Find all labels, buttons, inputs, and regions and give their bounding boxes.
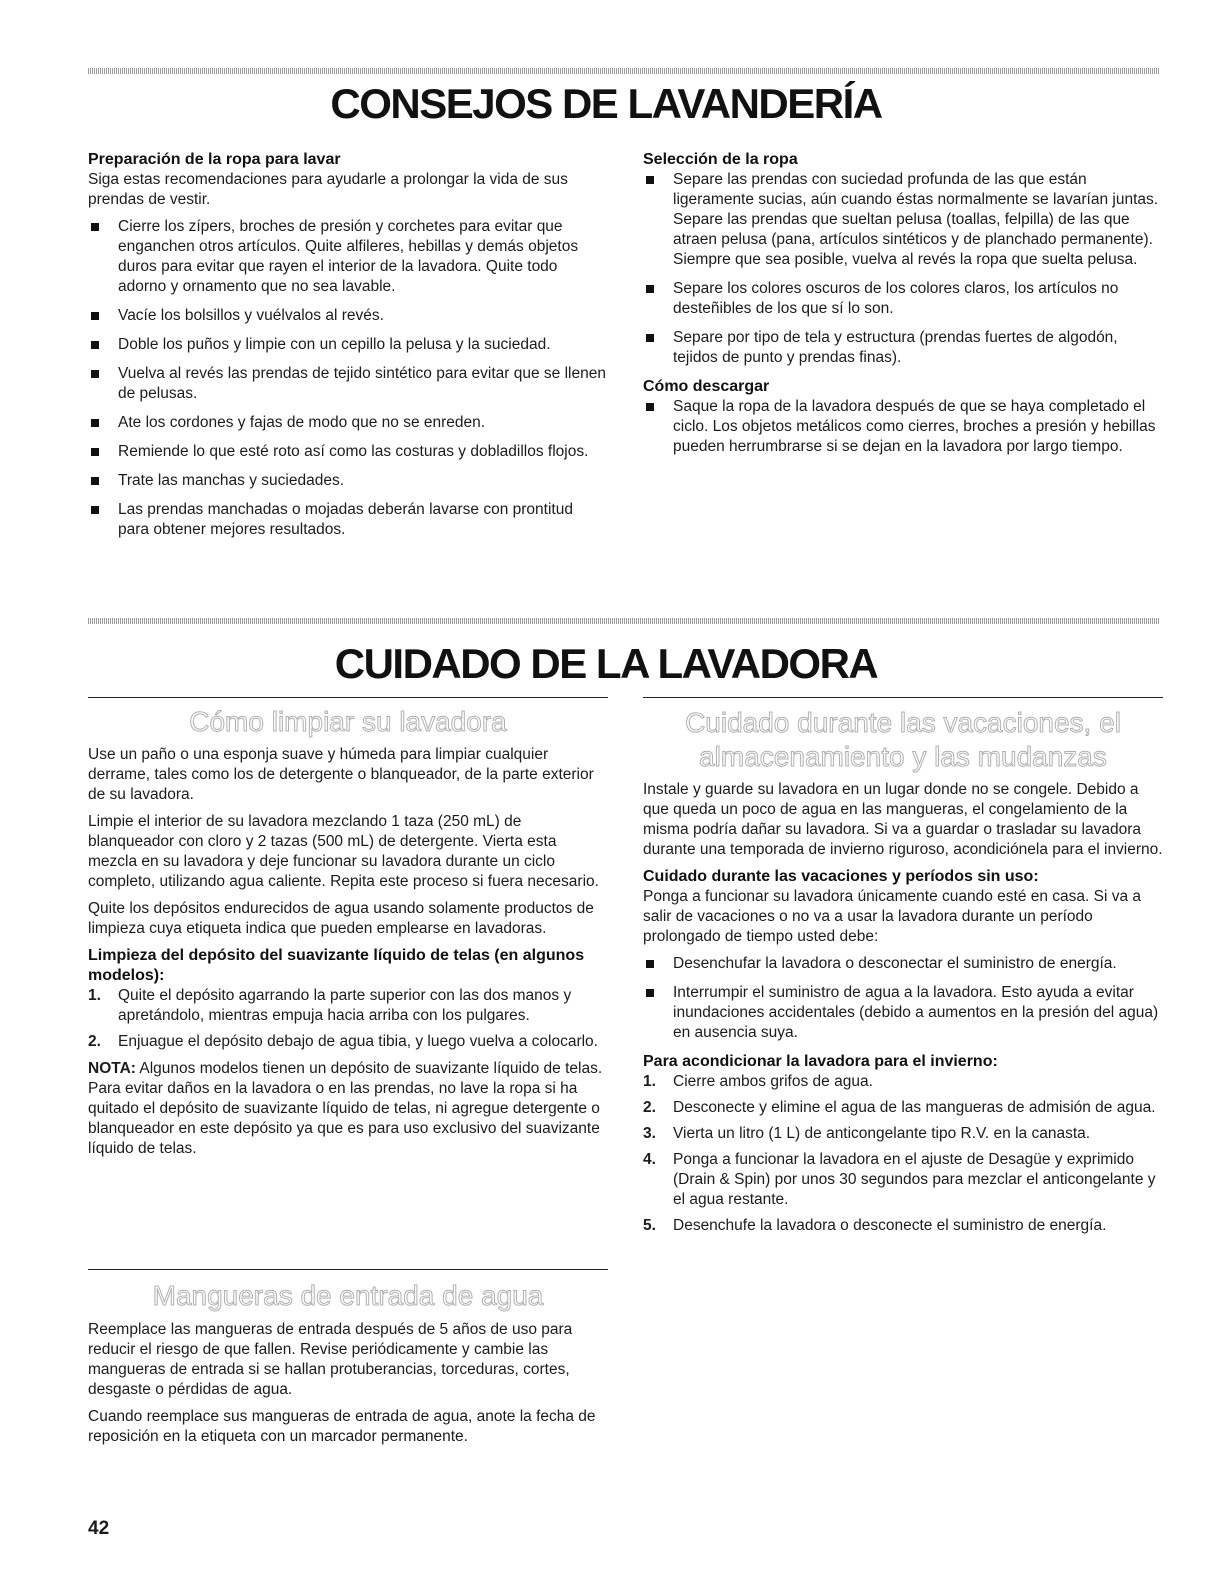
clean-section bbox=[88, 745, 608, 1166]
list-item: Las prendas manchadas o mojadas deberán lavarse con prontitud para obtener mejores resultados. bbox=[88, 500, 608, 540]
list-item: 1. Quite el depósito agarrando la parte superior con las dos manos y apretándolo, mientras empuja hacia arriba con los pulgares. bbox=[88, 987, 572, 1024]
sort-heading: Selección de la ropa bbox=[643, 151, 798, 168]
list-item: Ate los cordones y fajas de modo que no se enreden. bbox=[88, 413, 608, 433]
divider-line bbox=[88, 1269, 608, 1270]
square-bullet-icon bbox=[91, 448, 99, 456]
prep-heading: Preparación de la ropa para lavar bbox=[88, 151, 341, 168]
vacation-heading: Cuidado durante las vacaciones y períodos sin uso: bbox=[643, 868, 1039, 885]
hoses-paragraph: Cuando reemplace sus mangueras de entrada de agua, anote la fecha de reposición en la etiqueta con un marcador permanente. bbox=[88, 1408, 596, 1445]
note-paragraph bbox=[88, 1059, 608, 1159]
clean-heading: Cómo limpiar su lavadora bbox=[189, 706, 507, 737]
list-item: Doble los puños y limpie con un cepillo la pelusa y la suciedad. bbox=[88, 335, 608, 355]
square-bullet-icon bbox=[646, 334, 654, 342]
square-bullet-icon bbox=[646, 285, 654, 293]
square-bullet-icon bbox=[646, 176, 654, 184]
page-number: 42 bbox=[88, 1518, 110, 1539]
unload-list bbox=[643, 397, 1163, 457]
clean-paragraph: Use un paño o una esponja suave y húmeda para limpiar cualquier derrame, tales como los de detergente o blanqueador, de la parte exterior de su lavadora. bbox=[88, 746, 594, 803]
laundry-tips-title: CONSEJOS DE LAVANDERÍA bbox=[330, 80, 882, 127]
storage-intro: Instale y guarde su lavadora en un lugar donde no se congele. Debido a que queda un poco de agua en las mangueras, el congelamiento de la misma podría dañar su lavadora. Si va a guardar o trasladar su lavadora durante una temporada de invierno riguroso, acondiciónela para el invierno. bbox=[643, 781, 1163, 858]
square-bullet-icon bbox=[91, 223, 99, 231]
top-dotted-rule bbox=[88, 68, 1160, 74]
dispenser-heading: Limpieza del depósito del suavizante líquido de telas (en algunos modelos): bbox=[88, 947, 585, 984]
sort-section bbox=[643, 150, 1163, 466]
hoses-paragraph: Reemplace las mangueras de entrada después de 5 años de uso para reducir el riesgo de que fallen. Revise periódicamente y cambie las mangueras de entrada si se hallan protuberancias, torceduras, cortes, desgaste o pérdidas de agua. bbox=[88, 1321, 573, 1398]
vacation-list bbox=[643, 954, 1163, 1043]
washer-care-title: CUIDADO DE LA LAVADORA bbox=[334, 640, 878, 687]
clean-paragraph: Quite los depósitos endurecidos de agua usando solamente productos de limpieza cuya etiqueta indica que pueden emplearse en lavadoras. bbox=[88, 900, 594, 937]
list-item: 2. Desconecte y elimine el agua de las mangueras de admisión de agua. bbox=[643, 1099, 1156, 1116]
square-bullet-icon bbox=[646, 403, 654, 411]
list-item: Desenchufar la lavadora o desconectar el suministro de energía. bbox=[643, 954, 1163, 974]
list-item: Saque la ropa de la lavadora después de que se haya completado el ciclo. Los objetos metálicos como cierres, broches a presión y hebillas pueden herrumbrarse si se dejan en la lavadora por largo tiempo. bbox=[643, 397, 1163, 457]
square-bullet-icon bbox=[646, 960, 654, 968]
list-item: 4. Ponga a funcionar la lavadora en el ajuste de Desagüe y exprimido (Drain & Spin) por unos 30 segundos para mezclar el anticongelante y el agua restante. bbox=[643, 1151, 1156, 1208]
vacation-text: Ponga a funcionar su lavadora únicamente cuando esté en casa. Si va a salir de vacaciones o no va a usar la lavadora durante un período prolongado de tiempo usted debe: bbox=[643, 888, 1142, 945]
list-item: Vacíe los bolsillos y vuélvalos al revés. bbox=[88, 306, 608, 326]
list-item: Trate las manchas y suciedades. bbox=[88, 471, 608, 491]
hoses-heading: Mangueras de entrada de agua bbox=[152, 1280, 544, 1311]
square-bullet-icon bbox=[91, 506, 99, 514]
divider-line bbox=[643, 697, 1163, 698]
winter-steps bbox=[643, 1072, 1163, 1236]
list-item: Separe por tipo de tela y estructura (prendas fuertes de algodón, tejidos de punto y prendas finas). bbox=[643, 328, 1163, 368]
list-item: 5. Desenchufe la lavadora o desconecte el suministro de energía. bbox=[643, 1217, 1107, 1234]
sort-list bbox=[643, 170, 1163, 368]
storage-section bbox=[643, 780, 1163, 1243]
square-bullet-icon bbox=[91, 341, 99, 349]
list-item: 2. Enjuague el depósito debajo de agua tibia, y luego vuelva a colocarlo. bbox=[88, 1033, 598, 1050]
divider-line bbox=[88, 697, 608, 698]
hoses-section bbox=[88, 1320, 608, 1454]
storage-heading: Cuidado durante las vacaciones, el almacenamiento y las mudanzas bbox=[685, 707, 1121, 772]
note-label: NOTA: bbox=[88, 1060, 136, 1077]
square-bullet-icon bbox=[646, 989, 654, 997]
unload-heading: Cómo descargar bbox=[643, 378, 770, 395]
prep-list bbox=[88, 217, 608, 540]
winter-heading: Para acondicionar la lavadora para el invierno: bbox=[643, 1053, 998, 1070]
square-bullet-icon bbox=[91, 477, 99, 485]
list-item: Remiende lo que esté roto así como las costuras y dobladillos flojos. bbox=[88, 442, 608, 462]
square-bullet-icon bbox=[91, 370, 99, 378]
list-item: 1. Cierre ambos grifos de agua. bbox=[643, 1073, 873, 1090]
list-item: Separe las prendas con suciedad profunda de las que están ligeramente sucias, aún cuando éstas normalmente se lavarían juntas. Separe las prendas que sueltan pelusa (toallas, felpilla) de las que atraen pelusa (pana, artículos sintéticos y de planchado permanente). Siempre que sea posible, vuelva al revés la ropa que suelta pelusa. bbox=[643, 170, 1163, 270]
list-item: Interrumpir el suministro de agua a la lavadora. Esto ayuda a evitar inundaciones accidentales (debido a aumentos en la presión del agua) en ausencia suya. bbox=[643, 983, 1163, 1043]
square-bullet-icon bbox=[91, 312, 99, 320]
list-item: Cierre los zípers, broches de presión y corchetes para evitar que enganchen otros artículos. Quite alfileres, hebillas y demás objetos duros para evitar que rayen el interior de la lavadora. Quite todo adorno y ornamento que no sea lavable. bbox=[88, 217, 608, 297]
list-item: Vuelva al revés las prendas de tejido sintético para evitar que se llenen de pelusas. bbox=[88, 364, 608, 404]
list-item: 3. Vierta un litro (1 L) de anticongelante tipo R.V. en la canasta. bbox=[643, 1125, 1091, 1142]
note-text: Algunos modelos tienen un depósito de suavizante líquido de telas. Para evitar daños en la lavadora o en las prendas, no lave la ropa si ha quitado el depósito de suavizante líquido de telas, ni agregue detergente o blanqueador en este depósito ya que es para uso exclusivo del suavizante líquido de telas. bbox=[88, 1060, 603, 1157]
prep-intro: Siga estas recomendaciones para ayudarle a prolongar la vida de sus prendas de vestir. bbox=[88, 171, 568, 208]
dispenser-steps bbox=[88, 986, 608, 1052]
list-item: Separe los colores oscuros de los colores claros, los artículos no desteñibles de los que sí lo son. bbox=[643, 279, 1163, 319]
prep-section bbox=[88, 150, 608, 549]
square-bullet-icon bbox=[91, 419, 99, 427]
clean-paragraph: Limpie el interior de su lavadora mezclando 1 taza (250 mL) de blanqueador con cloro y 2 tazas (500 mL) de detergente. Vierta esta mezcla en su lavadora y deje funcionar su lavadora durante un ciclo completo, utilizando agua caliente. Repita este proceso si fuera necesario. bbox=[88, 813, 599, 890]
middle-dotted-rule bbox=[88, 618, 1160, 624]
